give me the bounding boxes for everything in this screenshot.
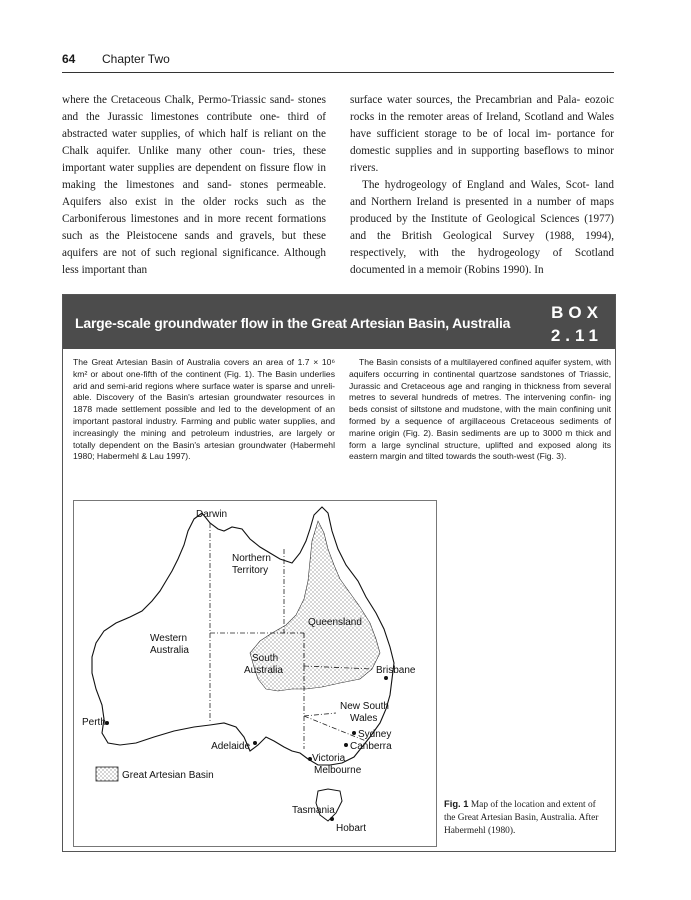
label-nsw-2: Wales — [350, 713, 378, 724]
paragraph: surface water sources, the Precambrian and Pala- eozoic rocks in the remoter areas of Ireland, Scotland and Wales have sufficient storage to be of local im- portance for domestic supplies and in supporting baseflows to minor rivers. — [350, 94, 615, 174]
sydney-dot — [352, 731, 356, 735]
australia-map — [73, 500, 437, 847]
caption-text: Map of the location and extent of the Great Artesian Basin, Australia. After Habermehl (1980). — [444, 800, 599, 836]
canberra-dot — [344, 743, 348, 747]
label-queensland: Queensland — [308, 617, 362, 628]
box-2-11 — [62, 294, 616, 852]
running-header — [62, 52, 614, 73]
legend-label: Great Artesian Basin — [122, 770, 214, 781]
page-number: 64 — [62, 52, 76, 66]
label-victoria: Victoria — [312, 753, 346, 764]
label-wa-1: Western — [150, 633, 188, 644]
label-wa-2: Australia — [150, 645, 189, 656]
hobart-dot — [330, 817, 334, 821]
label-sa-2: Australia — [244, 665, 283, 676]
box-title-bar — [63, 295, 615, 349]
adelaide-dot — [253, 741, 257, 745]
box-title: Large-scale groundwater flow in the Great Artesian Basin, Australia — [75, 315, 511, 331]
label-sa-1: South — [252, 653, 279, 664]
legend-swatch — [96, 767, 118, 781]
label-adelaide: Adelaide — [211, 741, 250, 752]
paragraph: The Great Artesian Basin of Australia covers an area of 1.7 × 10⁶ km² or about one-fifth of the continent (Fig. 1). The Basin underlies arid and semi-arid regions where surface water is sparse and unreli- able. Discovery of the Basin's artesian groundwater resources in 1878 made settlement possible and led to the development of an important pastoral industry. Farming and public water supplies, and increasingly the mining and petroleum industries, are largely or totally dependent on the Basin's artesian groundwater (Habermehl 1980; Habermehl & Lau 1997). — [73, 357, 335, 462]
paragraph: The Basin consists of a multilayered confined aquifer system, with aquifers occurring in continental quartzose sandstones of Triassic, Jurassic and Cretaceous age and ranging in thickness from several metres to several hundreds of metres. The intervening confin- ing beds consist of siltstone and mudstone, with the main confining unit formed by a sequence of argillaceous Cretaceous sediments of marine origin (Fig. 2). Basin sediments are up to 3000 m thick and form a large synclinal structure, uplifted and exposed along its eastern margin and tilted towards the south-west (Fig. 3). — [349, 357, 612, 462]
label-tasmania: Tasmania — [292, 805, 335, 816]
label-hobart: Hobart — [336, 823, 367, 834]
map-svg — [74, 501, 436, 846]
box-column-right — [349, 357, 611, 463]
paragraph: The hydrogeology of England and Wales, Scot- land and Northern Ireland is presented in a number of maps produced by the Institute of Geological Sciences (1977) and the British Geological Survey (1988, 1994), respectively, with the hydrogeology of Scotland documented in a memoir (Robins 1990). In — [350, 179, 615, 276]
figure-caption — [444, 797, 609, 838]
label-sydney: Sydney — [358, 729, 392, 740]
caption-label: Fig. 1 — [444, 798, 469, 809]
label-nt-2: Territory — [232, 565, 269, 576]
paragraph: where the Cretaceous Chalk, Permo-Triassic sand- stones and the Jurassic limestones contribute one- third of abstracted water supplies, of which half is reliant on the Chalk aquifer. Unlike many other coun- tries, these important water supplies are dependent on fissure flow in making the limestones and sand- stones permeable. Aquifers also exist in the older rocks such as the Carboniferous limestones and in more recent formations such as the Pleistocene sands and gravels, but these aquifers are not of such regional significance. Although less important than — [62, 94, 327, 276]
box-label: BOX 2.11 — [550, 303, 603, 345]
label-melbourne: Melbourne — [314, 765, 362, 776]
label-nsw-1: New South — [340, 701, 389, 712]
label-canberra: Canberra — [350, 741, 392, 752]
chapter-title: Chapter Two — [102, 52, 170, 66]
label-darwin: Darwin — [196, 509, 228, 520]
label-perth: Perth — [82, 717, 106, 728]
label-brisbane: Brisbane — [376, 665, 416, 676]
label-nt-1: Northern — [232, 553, 271, 564]
box-column-left — [73, 357, 335, 463]
body-column-left — [62, 92, 326, 279]
brisbane-dot — [384, 676, 388, 680]
body-column-right — [350, 92, 614, 279]
